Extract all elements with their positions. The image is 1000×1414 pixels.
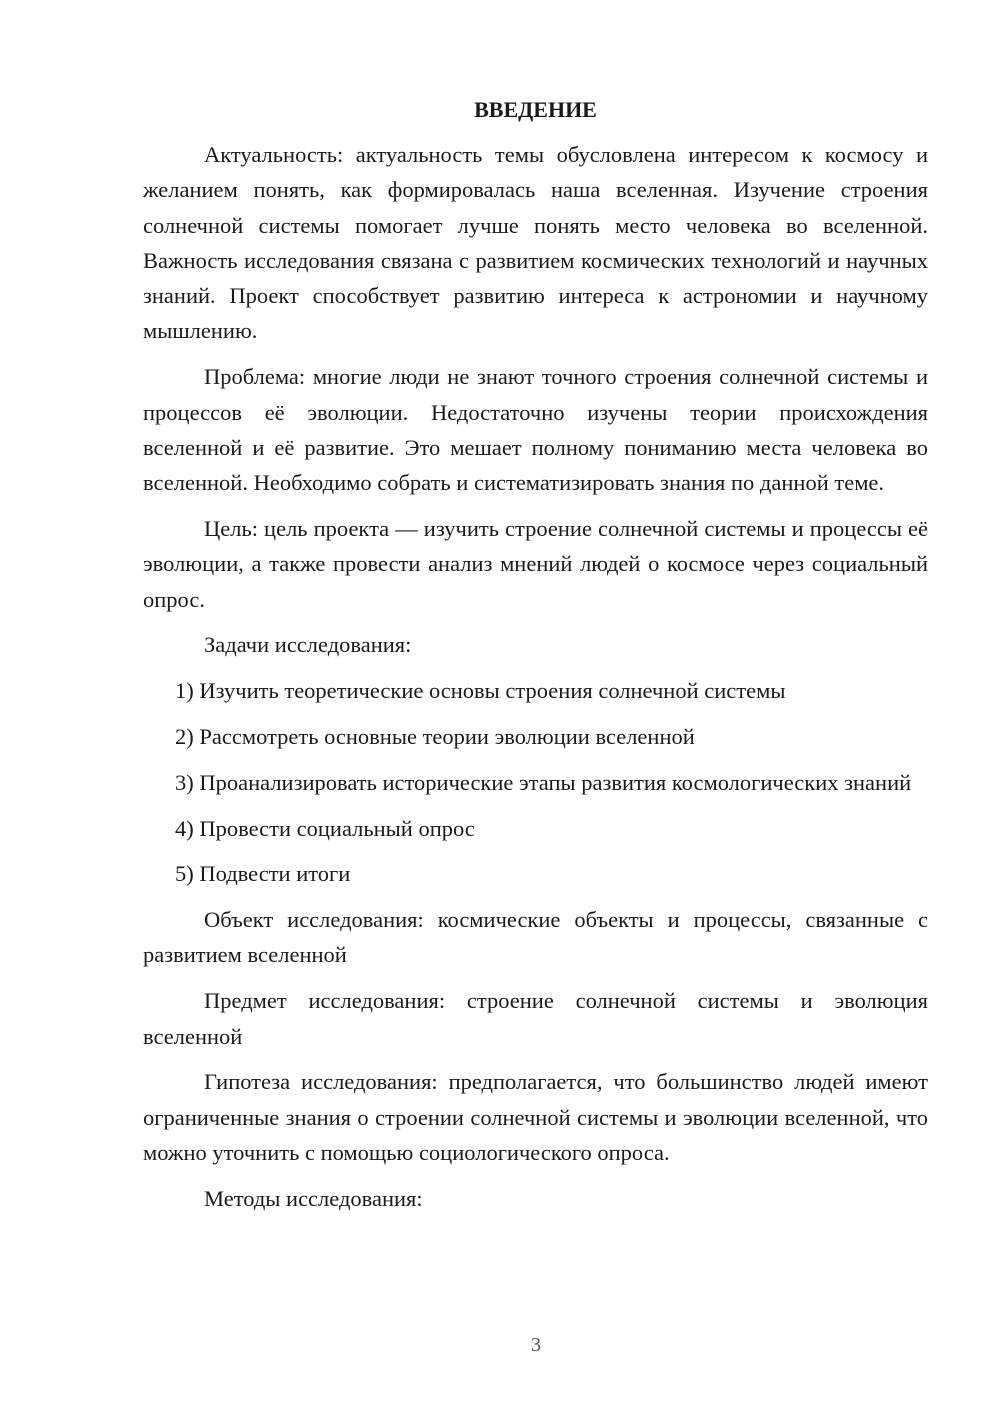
page-content	[143, 95, 928, 1227]
tasks-heading: Задачи исследования:	[204, 632, 412, 658]
list-item: 5) Подвести итоги	[175, 861, 351, 887]
relevance-paragraph: Актуальность: актуальность темы обусловлена интересом к космосу и желанием понять, как формировалась наша вселенная. Изучение строения солнечной системы помогает лучше понять место человека во вселенной. Важность исследования связана с развитием космических технологий и научных знаний. Проект способствует развитию интереса к астрономии и научному мышлению.	[143, 142, 928, 344]
list-item: 3) Проанализировать исторические этапы развития космологических знаний	[175, 769, 912, 795]
page-number: 3	[531, 1334, 541, 1356]
list-item: 2) Рассмотреть основные теории эволюции вселенной	[175, 723, 695, 749]
hypothesis-paragraph: Гипотеза исследования: предполагается, что большинство людей имеют ограниченные знания о строении солнечной системы и эволюции вселенной, что можно уточнить с помощью социологического опроса.	[143, 1069, 928, 1165]
problem-paragraph: Проблема: многие люди не знают точного строения солнечной системы и процессов её эволюции. Недостаточно изучены теории происхождения вселенной и её развитие. Это мешает полному пониманию места человека во вселенной. Необходимо собрать и систематизировать знания по данной теме.	[143, 364, 928, 496]
list-item: 1) Изучить теоретические основы строения солнечной системы	[175, 678, 786, 704]
goal-paragraph: Цель: цель проекта — изучить строение солнечной системы и процессы её эволюции, а также провести анализ мнений людей о космосе через социальный опрос.	[143, 515, 928, 612]
subject-paragraph: Предмет исследования: строение солнечной системы и эволюция вселенной	[143, 988, 928, 1049]
page-title: ВВЕДЕНИЕ	[474, 97, 597, 122]
methods-heading: Методы исследования:	[204, 1185, 423, 1211]
tasks-list	[143, 673, 928, 891]
object-paragraph: Объект исследования: космические объекты и процессы, связанные с развитием вселенной	[143, 907, 928, 968]
list-item: 4) Провести социальный опрос	[175, 815, 475, 841]
